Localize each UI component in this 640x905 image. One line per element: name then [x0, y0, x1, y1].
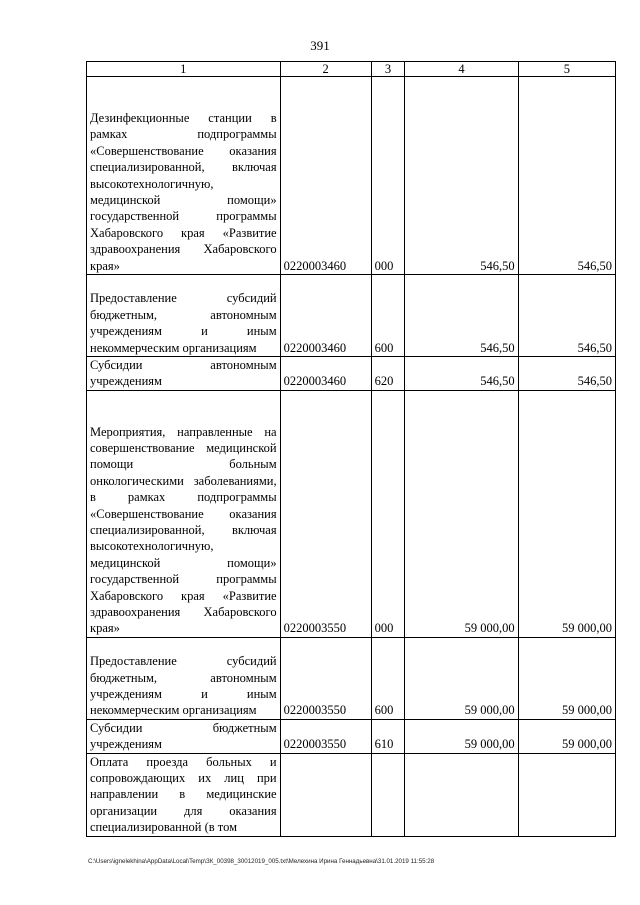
amount-cell: 59 000,00	[518, 390, 615, 637]
target-code-cell: 0220003460	[280, 77, 371, 275]
amount-cell: 546,50	[405, 275, 518, 357]
amount-cell: 59 000,00	[405, 719, 518, 753]
table-row	[87, 753, 616, 836]
row-name-cell: Оплата проезда больных и сопровождающих их лиц при направлении в медицинские организации для оказания специализированной (в том	[87, 753, 281, 836]
table-row	[87, 390, 616, 637]
expense-type-cell: 600	[371, 275, 405, 357]
amount-cell: 546,50	[405, 77, 518, 275]
expense-type-cell	[371, 753, 405, 836]
row-name-cell: Субсидии автономным учреждениям	[87, 357, 281, 391]
amount-cell: 59 000,00	[405, 637, 518, 719]
amount-cell: 59 000,00	[518, 637, 615, 719]
target-code-cell	[280, 753, 371, 836]
amount-cell: 546,50	[518, 275, 615, 357]
expense-type-cell: 620	[371, 357, 405, 391]
row-name-cell: Мероприятия, направленные на совершенствование медицинской помощи больным онкологическими заболеваниями, в рамках подпрограммы «Совершенствование оказания специализированной, включая высокотехнологичную, медицинской помощи» государственной программы Хабаровского края «Развитие здравоохранения Хабаровского края»	[87, 390, 281, 637]
column-header: 5	[518, 62, 615, 77]
amount-cell: 59 000,00	[405, 390, 518, 637]
column-header: 3	[371, 62, 405, 77]
amount-cell: 546,50	[518, 357, 615, 391]
page-number: 391	[310, 38, 330, 53]
budget-table	[86, 61, 616, 837]
target-code-cell: 0220003550	[280, 719, 371, 753]
table-row	[87, 275, 616, 357]
amount-cell	[518, 753, 615, 836]
amount-cell: 546,50	[405, 357, 518, 391]
amount-cell	[405, 753, 518, 836]
table-row	[87, 637, 616, 719]
table-row	[87, 77, 616, 275]
row-name-cell: Субсидии бюджетным учреждениям	[87, 719, 281, 753]
row-name-cell: Предоставление субсидий бюджетным, автономным учреждениям и иным некоммерческим организациям	[87, 275, 281, 357]
table-row	[87, 719, 616, 753]
column-header: 1	[87, 62, 281, 77]
target-code-cell: 0220003550	[280, 390, 371, 637]
column-header: 4	[405, 62, 518, 77]
row-name-cell: Предоставление субсидий бюджетным, автономным учреждениям и иным некоммерческим организациям	[87, 637, 281, 719]
target-code-cell: 0220003550	[280, 637, 371, 719]
file-path-footer: C:\Users\ignelekhina\AppData\Local\Temp\ЗК_00398_30012019_005.txt\Мелехина Ирина Геннадьевна\31.01.2019 11:55:28	[88, 858, 435, 865]
target-code-cell: 0220003460	[280, 275, 371, 357]
target-code-cell: 0220003460	[280, 357, 371, 391]
column-header: 2	[280, 62, 371, 77]
table-row	[87, 357, 616, 391]
expense-type-cell: 600	[371, 637, 405, 719]
amount-cell: 546,50	[518, 77, 615, 275]
table-header-row	[87, 62, 616, 77]
expense-type-cell: 610	[371, 719, 405, 753]
expense-type-cell: 000	[371, 77, 405, 275]
row-name-cell: Дезинфекционные станции в рамках подпрограммы «Совершенствование оказания специализированной, включая высокотехнологичную, медицинской помощи» государственной программы Хабаровского края «Развитие здравоохранения Хабаровского края»	[87, 77, 281, 275]
amount-cell: 59 000,00	[518, 719, 615, 753]
expense-type-cell: 000	[371, 390, 405, 637]
